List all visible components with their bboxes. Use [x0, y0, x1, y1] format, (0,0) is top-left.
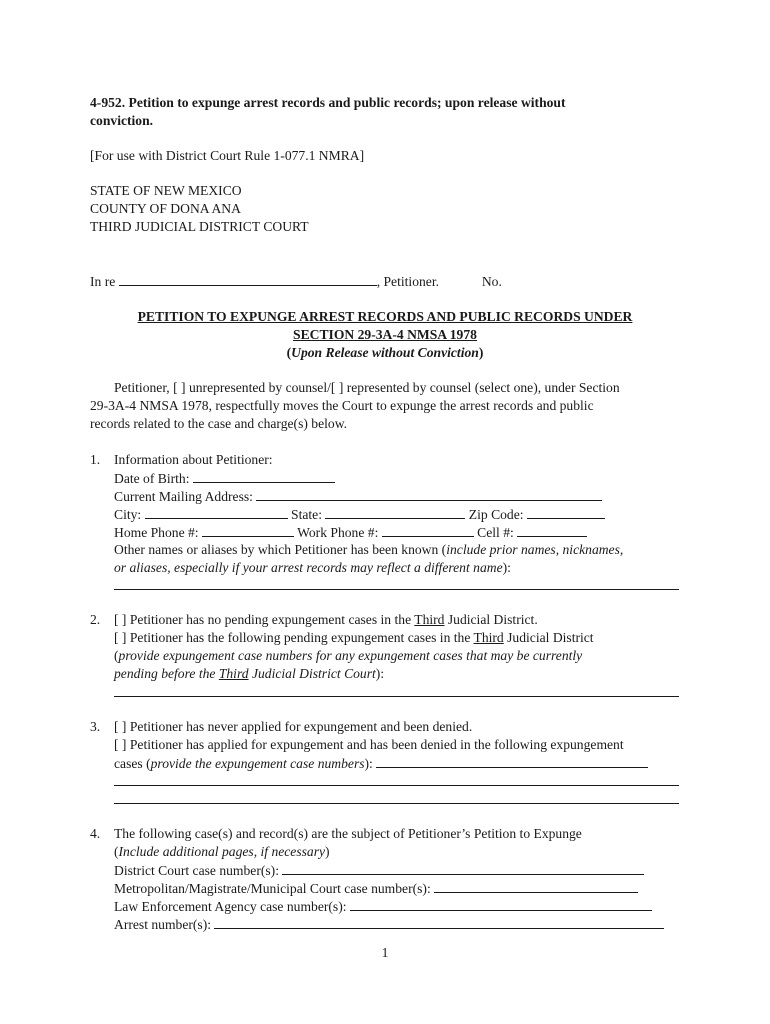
petition-heading-line-1: PETITION TO EXPUNGE ARREST RECORDS AND PUBLIC RECORDS UNDER	[137, 309, 633, 324]
denied-option: [ ] Petitioner has applied for expungement and has been denied in the following expungement	[114, 737, 624, 752]
intro-line-2: 29-3A-4 NMSA 1978, respectfully moves the Court to expunge the arrest records and public	[90, 398, 594, 413]
rule-title-line-1: 4-952. Petition to expunge arrest records and public records; upon release without	[90, 95, 566, 110]
pending-instructions-1: (provide expungement case numbers for any expungement cases that may be currently	[114, 648, 583, 663]
court-state: STATE OF NEW MEXICO	[90, 183, 242, 198]
petitioner-label: , Petitioner.	[376, 274, 440, 289]
page-number: 1	[381, 945, 389, 960]
section-3-number: 3.	[90, 719, 101, 734]
in-re-label: In re	[90, 274, 116, 289]
law-enforcement-case-field[interactable]	[350, 897, 652, 911]
work-phone-field[interactable]	[382, 523, 474, 537]
law-case-row: Law Enforcement Agency case number(s):	[114, 897, 652, 916]
case-no-label: No.	[481, 274, 502, 289]
pending-option: [ ] Petitioner has the following pending expungement cases in the Third Judicial District	[114, 630, 594, 645]
never-denied-option: [ ] Petitioner has never applied for expungement and been denied.	[114, 719, 473, 734]
zip-field[interactable]	[527, 505, 605, 519]
petition-subheading: (Upon Release without Conviction)	[286, 345, 484, 360]
dob-field[interactable]	[193, 469, 335, 483]
section-1-number: 1.	[90, 452, 101, 467]
district-case-row: District Court case number(s):	[114, 861, 644, 880]
phone-row: Home Phone #: Work Phone #: Cell #:	[114, 523, 587, 542]
city-field[interactable]	[145, 505, 288, 519]
rule-title-line-2: conviction.	[90, 113, 154, 128]
section-2-number: 2.	[90, 612, 101, 627]
pending-cases-field[interactable]	[114, 696, 679, 697]
caption-line	[90, 272, 502, 291]
section-4-title: The following case(s) and record(s) are the subject of Petitioner’s Petition to Expunge	[114, 826, 582, 841]
mailing-row: Current Mailing Address:	[114, 487, 602, 506]
section-4-number: 4.	[90, 826, 101, 841]
district-case-field[interactable]	[282, 861, 644, 875]
denied-cases-row: cases (provide the expungement case numbers):	[114, 754, 648, 773]
denied-cases-extra-line-2[interactable]	[114, 803, 679, 804]
pending-instructions-2: pending before the Third Judicial District Court):	[114, 666, 385, 681]
arrest-number-field[interactable]	[214, 915, 664, 929]
denied-cases-field[interactable]	[376, 754, 648, 768]
state-field[interactable]	[325, 505, 465, 519]
metro-case-field[interactable]	[434, 879, 638, 893]
home-phone-field[interactable]	[202, 523, 294, 537]
denied-cases-extra-line-1[interactable]	[114, 785, 679, 786]
dob-row: Date of Birth:	[114, 469, 335, 488]
petition-heading-line-2: SECTION 29-3A-4 NMSA 1978	[293, 327, 477, 342]
section-1-title: Information about Petitioner:	[114, 452, 273, 467]
aliases-line-2: or aliases, especially if your arrest records may reflect a different name):	[114, 560, 511, 575]
cell-phone-field[interactable]	[517, 523, 587, 537]
arrest-number-row: Arrest number(s):	[114, 915, 664, 934]
mailing-address-field[interactable]	[256, 487, 602, 501]
aliases-line-1: Other names or aliases by which Petitioner has been known (include prior names, nicknames,	[114, 542, 624, 557]
use-note: [For use with District Court Rule 1-077.1 NMRA]	[90, 148, 365, 163]
section-4-note: (Include additional pages, if necessary)	[114, 844, 330, 859]
intro-line-1: Petitioner, [ ] unrepresented by counsel/[ ] represented by counsel (select one), under Section	[114, 380, 620, 395]
metro-case-row: Metropolitan/Magistrate/Municipal Court case number(s):	[114, 879, 638, 898]
city-row: City: State: Zip Code:	[114, 505, 605, 524]
no-pending-option: [ ] Petitioner has no pending expungement cases in the Third Judicial District.	[114, 612, 538, 627]
petitioner-name-field[interactable]	[119, 272, 377, 286]
court-county: COUNTY OF DONA ANA	[90, 201, 241, 216]
court-district: THIRD JUDICIAL DISTRICT COURT	[90, 219, 309, 234]
aliases-field[interactable]	[114, 589, 679, 590]
intro-line-3: records related to the case and charge(s) below.	[90, 416, 348, 431]
